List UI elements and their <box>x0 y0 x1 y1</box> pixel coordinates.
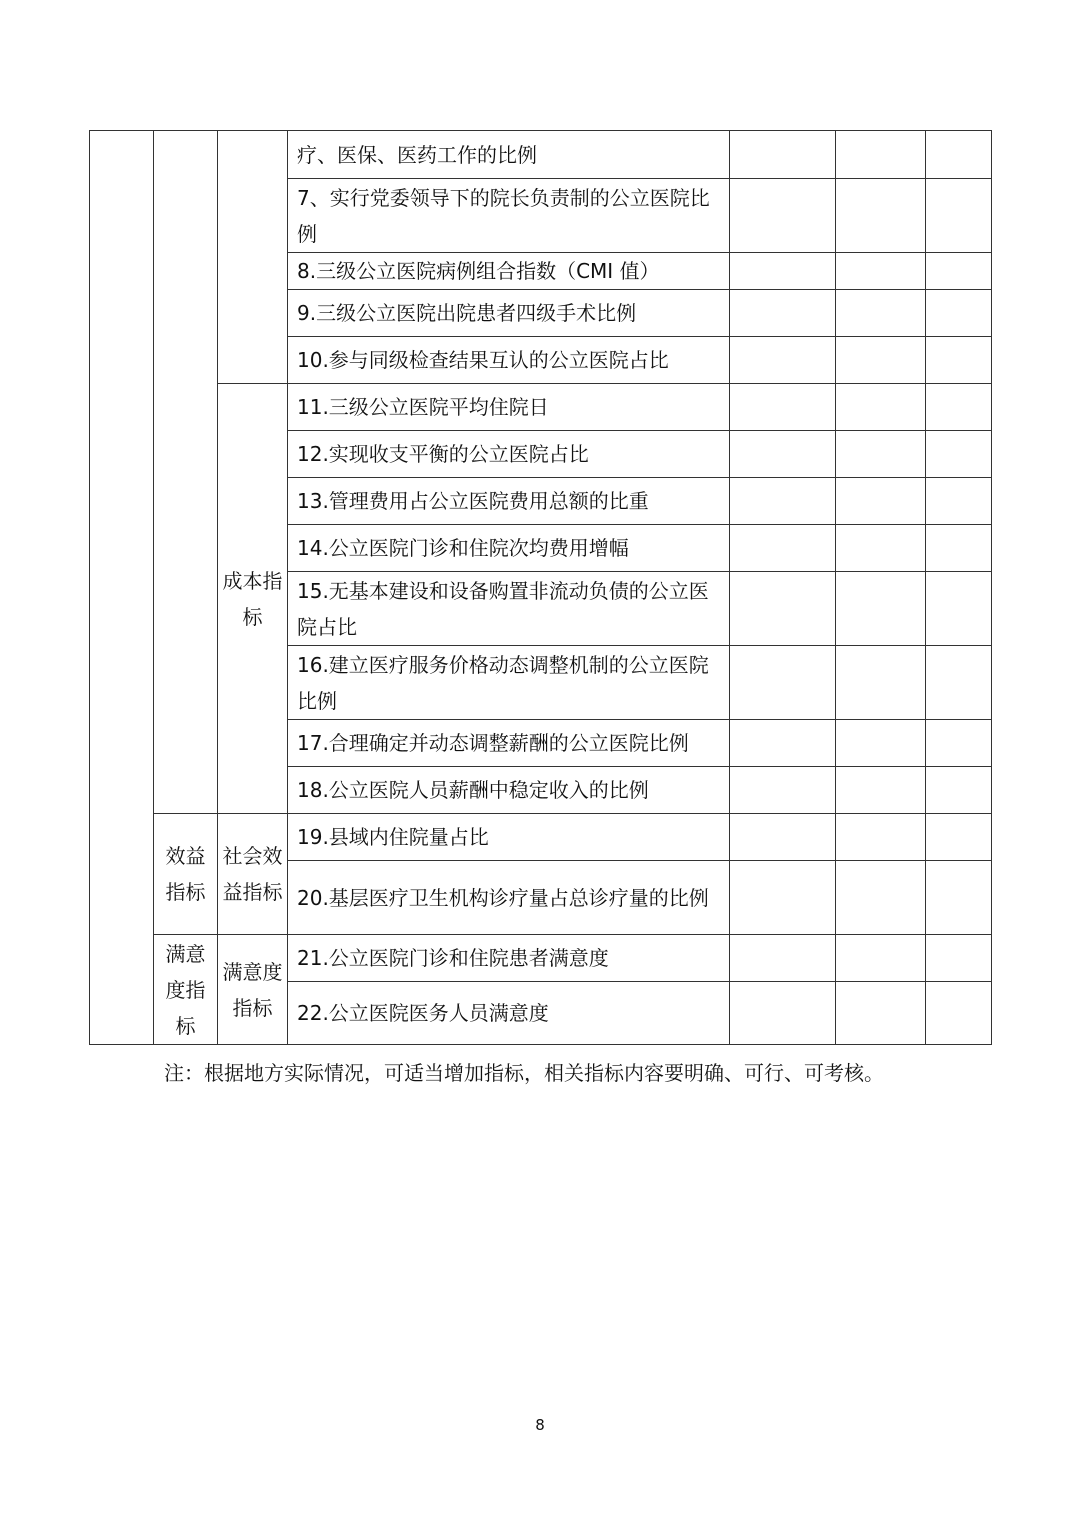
blank-cell <box>926 982 992 1045</box>
blank-cell <box>926 572 992 646</box>
blank-cell <box>836 290 926 337</box>
blank-cell <box>730 290 836 337</box>
category-benefit: 效益指标 <box>154 814 218 935</box>
blank-cell <box>730 253 836 290</box>
blank-cell <box>730 431 836 478</box>
blank-cell <box>730 572 836 646</box>
level1-cell-empty <box>90 131 154 1045</box>
category-social-benefit: 社会效益指标 <box>218 814 288 935</box>
blank-cell <box>730 131 836 179</box>
table-note: 注：根据地方实际情况，可适当增加指标，相关指标内容要明确、可行、可考核。 <box>164 1061 884 1085</box>
blank-cell <box>730 982 836 1045</box>
blank-cell <box>926 131 992 179</box>
blank-cell <box>836 935 926 982</box>
blank-cell <box>730 179 836 253</box>
blank-cell <box>926 478 992 525</box>
blank-cell <box>836 814 926 861</box>
level2-cell-empty <box>154 131 218 814</box>
blank-cell <box>926 337 992 384</box>
blank-cell <box>836 525 926 572</box>
blank-cell <box>836 337 926 384</box>
blank-cell <box>836 861 926 935</box>
blank-cell <box>836 478 926 525</box>
blank-cell <box>730 720 836 767</box>
blank-cell <box>730 384 836 431</box>
blank-cell <box>730 646 836 720</box>
indicator-cell: 疗、医保、医药工作的比例 <box>288 131 730 179</box>
blank-cell <box>836 431 926 478</box>
blank-cell <box>836 572 926 646</box>
blank-cell <box>730 935 836 982</box>
indicator-cell: 9.三级公立医院出院患者四级手术比例 <box>288 290 730 337</box>
blank-cell <box>836 767 926 814</box>
blank-cell <box>730 814 836 861</box>
level3-cell-empty <box>218 131 288 384</box>
category-satisfaction-sub: 满意度指标 <box>218 935 288 1045</box>
blank-cell <box>926 935 992 982</box>
blank-cell <box>836 720 926 767</box>
blank-cell <box>836 646 926 720</box>
blank-cell <box>730 861 836 935</box>
blank-cell <box>730 767 836 814</box>
indicator-cell: 16.建立医疗服务价格动态调整机制的公立医院比例 <box>288 646 730 720</box>
indicator-table <box>89 130 992 1045</box>
indicator-cell: 7、实行党委领导下的院长负责制的公立医院比例 <box>288 179 730 253</box>
indicator-cell: 11.三级公立医院平均住院日 <box>288 384 730 431</box>
category-cost: 成本指标 <box>218 384 288 814</box>
blank-cell <box>730 478 836 525</box>
blank-cell <box>926 253 992 290</box>
blank-cell <box>836 179 926 253</box>
indicator-cell: 22.公立医院医务人员满意度 <box>288 982 730 1045</box>
blank-cell <box>836 384 926 431</box>
blank-cell <box>730 337 836 384</box>
indicator-cell: 14.公立医院门诊和住院次均费用增幅 <box>288 525 730 572</box>
blank-cell <box>926 861 992 935</box>
blank-cell <box>926 179 992 253</box>
indicator-cell: 19.县域内住院量占比 <box>288 814 730 861</box>
blank-cell <box>926 525 992 572</box>
indicator-cell: 17.合理确定并动态调整薪酬的公立医院比例 <box>288 720 730 767</box>
blank-cell <box>926 290 992 337</box>
indicator-cell: 12.实现收支平衡的公立医院占比 <box>288 431 730 478</box>
blank-cell <box>836 253 926 290</box>
indicator-cell: 13.管理费用占公立医院费用总额的比重 <box>288 478 730 525</box>
indicator-cell: 21.公立医院门诊和住院患者满意度 <box>288 935 730 982</box>
indicator-cell: 18.公立医院人员薪酬中稳定收入的比例 <box>288 767 730 814</box>
indicator-cell: 8.三级公立医院病例组合指数（CMI 值） <box>288 253 730 290</box>
blank-cell <box>926 384 992 431</box>
page-number: 8 <box>535 1416 545 1434</box>
indicator-cell: 10.参与同级检查结果互认的公立医院占比 <box>288 337 730 384</box>
blank-cell <box>926 646 992 720</box>
blank-cell <box>926 814 992 861</box>
blank-cell <box>836 131 926 179</box>
blank-cell <box>926 720 992 767</box>
category-satisfaction: 满意度指标 <box>154 935 218 1045</box>
indicator-cell: 15.无基本建设和设备购置非流动负债的公立医院占比 <box>288 572 730 646</box>
blank-cell <box>926 431 992 478</box>
blank-cell <box>836 982 926 1045</box>
blank-cell <box>730 525 836 572</box>
indicator-cell: 20.基层医疗卫生机构诊疗量占总诊疗量的比例 <box>288 861 730 935</box>
blank-cell <box>926 767 992 814</box>
